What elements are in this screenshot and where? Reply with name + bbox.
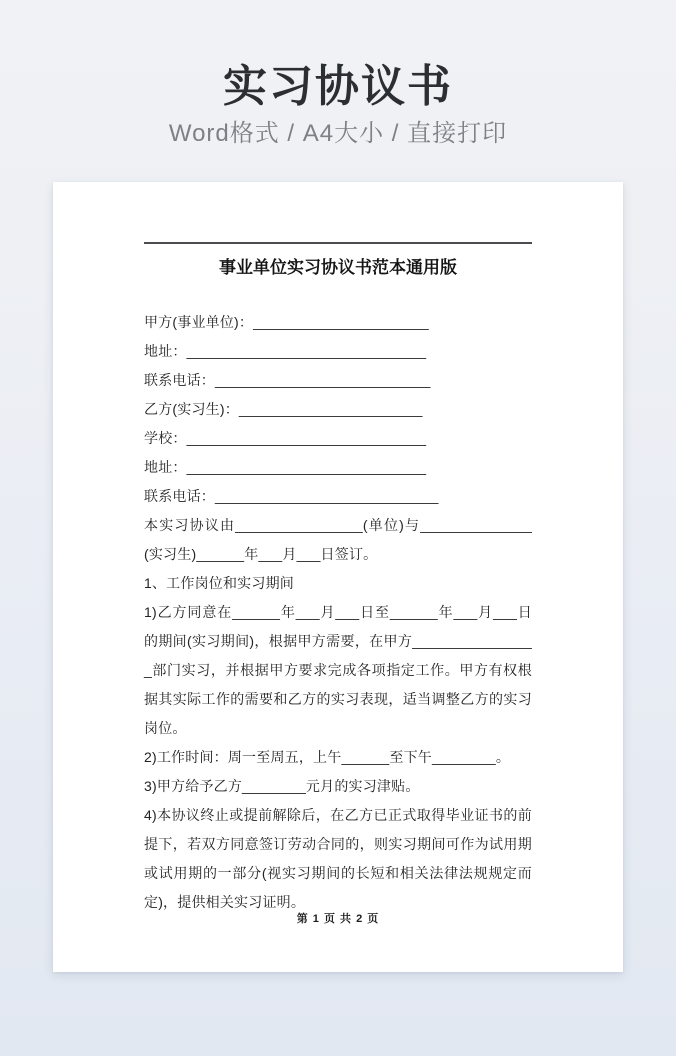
document-paragraph: 4)本协议终止或提前解除后，在乙方已正式取得毕业证书的前提下，若双方同意签订劳动合同的，则实习期间可作为试用期或试用期的一部分(视实习期间的长短和相关法律法规规定而定)，提供相关实习证明。 [144, 806, 532, 910]
document-paragraph: 1、工作岗位和实习期间 [144, 574, 294, 591]
document-title: 事业单位实习协议书范本通用版 [219, 257, 457, 277]
document-paragraph: 地址：______________________________ [144, 458, 427, 475]
promo-subtitle: Word格式 / A4大小 / 直接打印 [168, 120, 508, 148]
document-paragraph: 联系电话：____________________________ [144, 487, 439, 504]
document-paragraph: 1)乙方同意在______年___月___日至______年___月___日的期间(实习期间)，根据甲方需要，在甲方________________部门实习，并根据甲方要求完成各项指定工作。甲方有权根据其实际工作的需要和乙方的实习表现，适当调整乙方的实习岗位。 [144, 603, 532, 736]
document-body [144, 308, 532, 917]
document-top-rule [144, 242, 532, 244]
document-paragraph: 甲方(事业单位)：______________________ [144, 313, 429, 330]
document-paragraph: 学校：______________________________ [144, 429, 427, 446]
promo-title: 实习协议书 [223, 62, 453, 111]
document-paragraph: 联系电话：___________________________ [144, 371, 431, 388]
document-paragraph: 地址：______________________________ [144, 342, 427, 359]
document-paragraph: 3)甲方给予乙方________元月的实习津贴。 [144, 777, 420, 794]
document-paragraph: 2)工作时间：周一至周五，上午______至下午________。 [144, 748, 511, 765]
promo-header [0, 0, 676, 149]
document-paragraph: 乙方(实习生)：_______________________ [144, 400, 423, 417]
page-number: 第 1 页 共 2 页 [296, 912, 380, 925]
document-paragraph: 本实习协议由________________(单位)与______________(实习生)______年___月___日签订。 [144, 516, 532, 562]
document-page [53, 182, 623, 972]
